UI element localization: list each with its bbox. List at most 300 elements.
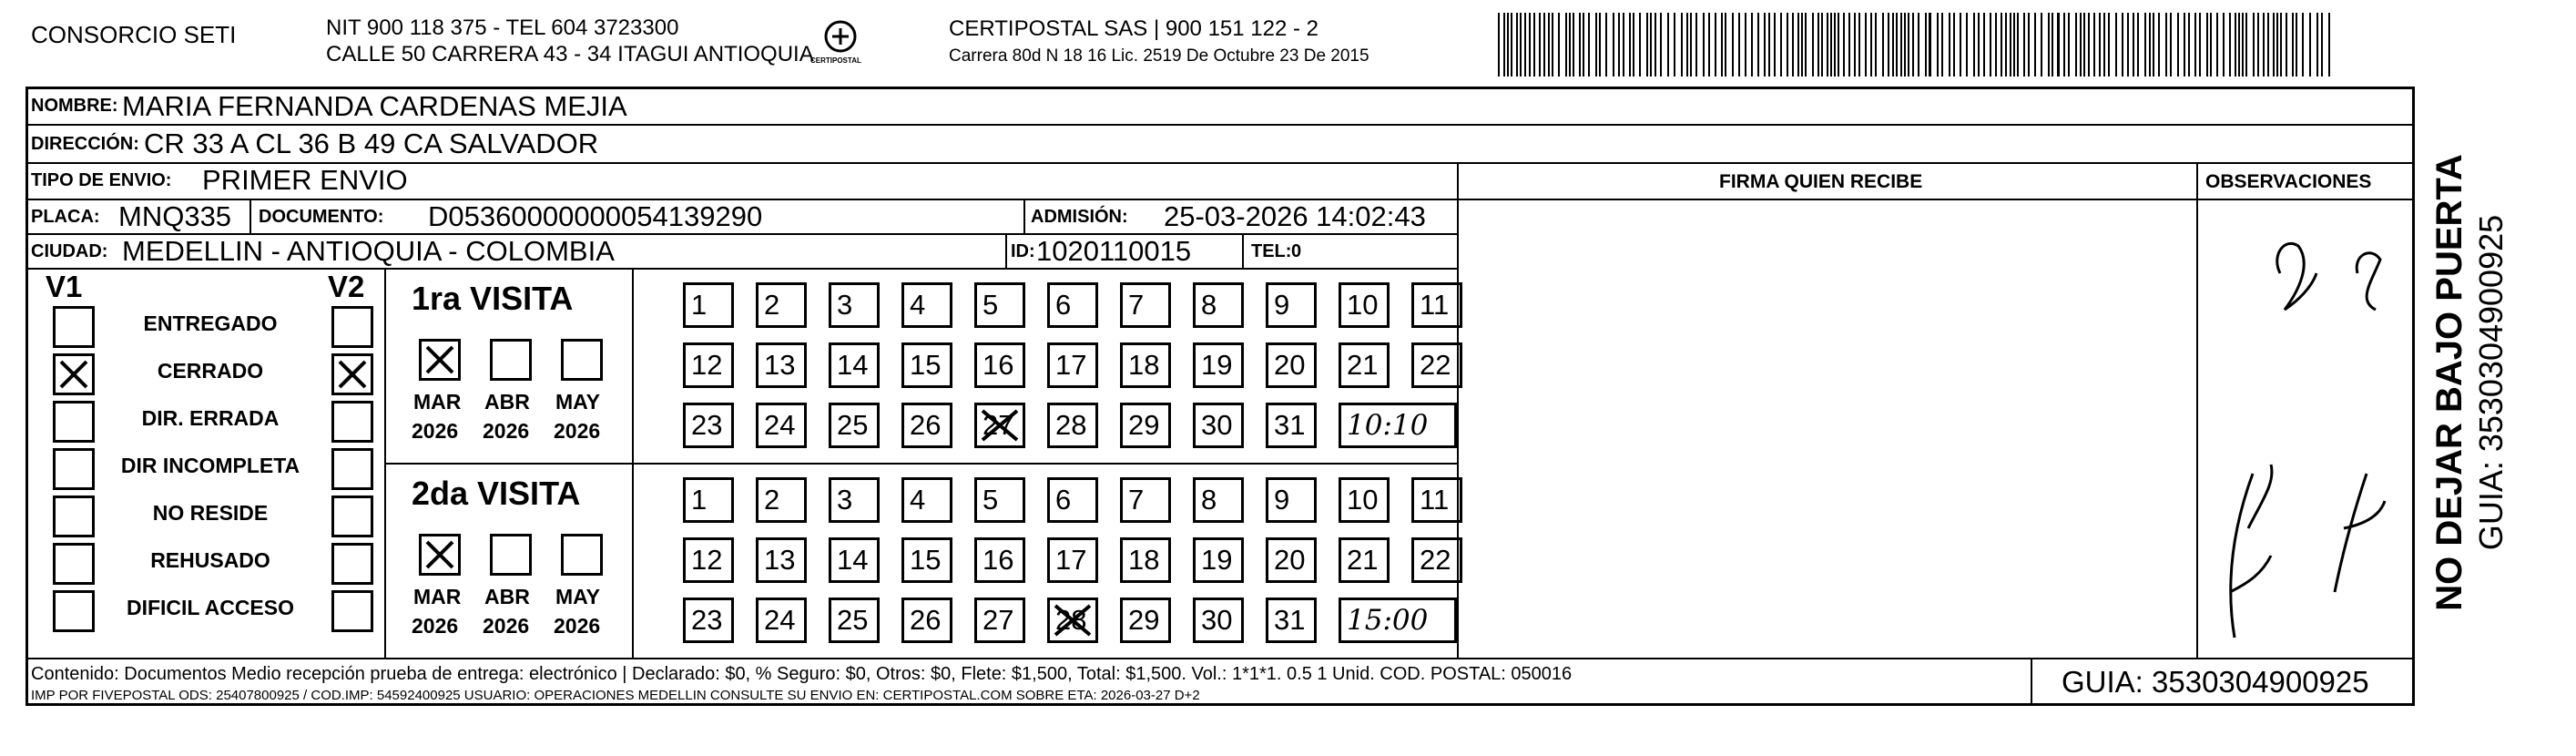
barcode-bar — [1629, 13, 1631, 77]
barcode — [1498, 13, 2336, 77]
barcode-bar — [2108, 13, 2110, 77]
barcode-bar — [2292, 13, 2294, 77]
barcode-bar — [1812, 13, 1814, 77]
admision-label: ADMISIÓN: — [1031, 207, 1128, 227]
placa-label: PLACA: — [31, 207, 100, 227]
barcode-bar — [1650, 13, 1652, 77]
day-cell[interactable]: 31 — [1266, 403, 1317, 448]
day-cell[interactable]: 28 — [1047, 598, 1098, 643]
barcode-bar — [2296, 13, 2297, 77]
barcode-bar — [1949, 13, 1950, 77]
barcode-bar — [2177, 13, 2179, 77]
year-label: 2026 — [412, 614, 459, 638]
status-label: DIFICIL ACCESO — [126, 596, 294, 619]
barcode-bar — [1865, 13, 1867, 77]
barcode-bar — [2001, 13, 2002, 77]
day-cell[interactable]: 12 — [683, 537, 734, 583]
barcode-bar — [1888, 13, 1889, 77]
barcode-bar — [1721, 13, 1723, 77]
barcode-bar — [1925, 13, 1927, 77]
day-cell[interactable]: 19 — [1193, 342, 1244, 388]
day-cell[interactable]: 18 — [1120, 537, 1171, 583]
documento-label: DOCUMENTO: — [259, 207, 384, 227]
day-cell[interactable]: 22 — [1411, 537, 1462, 583]
status-label: REHUSADO — [150, 548, 270, 572]
day-cell[interactable]: 7 — [1120, 282, 1171, 328]
tipo-envio-label: TIPO DE ENVIO: — [31, 170, 172, 190]
v1-checkbox[interactable] — [53, 543, 95, 585]
ciudad-label: CIUDAD: — [31, 241, 108, 261]
status-label: DIR INCOMPLETA — [120, 454, 300, 477]
v1-checkbox[interactable] — [53, 401, 95, 443]
day-cell[interactable]: 31 — [1266, 598, 1317, 643]
barcode-bar — [1908, 13, 1909, 77]
barcode-bar — [2229, 13, 2231, 77]
barcode-bar — [1660, 13, 1662, 77]
barcode-bar — [2302, 13, 2304, 77]
day-cell[interactable]: 21 — [1339, 537, 1390, 583]
barcode-bar — [1764, 13, 1766, 77]
day-cell[interactable]: 15 — [901, 537, 952, 583]
barcode-bar — [1966, 13, 1968, 77]
barcode-bar — [1912, 13, 1914, 77]
footer-contenido: Contenido: Documentos Medio recepción prueba de entrega: electrónico | Declarado: $0, % Seguro: $0, Otros: $0, Flete: $1,500, Total: $1,500. Vol.: 1*1*1. 0.5 1 Unid. COD. POSTAL: 050016 — [31, 664, 1573, 684]
barcode-bar — [2263, 13, 2265, 77]
visit-title: 1ra VISITA — [412, 280, 574, 317]
direccion-label: DIRECCIÓN: — [31, 134, 139, 154]
barcode-bar — [2328, 13, 2330, 77]
barcode-bar — [2133, 13, 2134, 77]
year-label: 2026 — [412, 419, 459, 443]
day-cell[interactable]: 23 — [683, 598, 734, 643]
month-label: MAR — [413, 585, 462, 608]
month-label: MAY — [555, 585, 600, 608]
barcode-bar — [2068, 13, 2070, 77]
barcode-bar — [1715, 13, 1716, 77]
barcode-bar — [1588, 13, 1590, 77]
month-label: ABR — [484, 390, 530, 414]
day-cell[interactable]: 14 — [829, 537, 880, 583]
ciudad-value: MEDELLIN - ANTIOQUIA - COLOMBIA — [122, 235, 615, 267]
day-cell[interactable]: 4 — [901, 282, 952, 328]
day-cell[interactable]: 12 — [683, 342, 734, 388]
day-grid — [683, 477, 1484, 658]
day-cell[interactable]: 20 — [1266, 537, 1317, 583]
barcode-bar — [1817, 13, 1819, 77]
placa-value: MNQ335 — [118, 200, 232, 232]
v2-checkbox[interactable] — [331, 353, 373, 395]
observaciones-header: OBSERVACIONES — [2205, 171, 2372, 192]
v1-header: V1 — [46, 270, 83, 303]
barcode-bar — [1983, 13, 1985, 77]
v2-checkbox[interactable] — [331, 448, 373, 490]
day-cell[interactable]: 25 — [829, 598, 880, 643]
barcode-bar — [2048, 13, 2050, 77]
barcode-bar — [1686, 13, 1688, 77]
v2-header: V2 — [328, 270, 365, 303]
barcode-bar — [1843, 13, 1845, 77]
day-cell[interactable]: 1 — [683, 477, 734, 523]
barcode-bar — [1838, 13, 1839, 77]
barcode-bar — [1870, 13, 1872, 77]
day-cell[interactable]: 2 — [756, 282, 807, 328]
barcode-bar — [2245, 13, 2247, 77]
day-cell[interactable]: 10 — [1339, 282, 1390, 328]
courier-line-1: CERTIPOSTAL SAS | 900 151 122 - 2 — [949, 16, 1319, 41]
barcode-bar — [1732, 13, 1734, 77]
barcode-bar — [1639, 13, 1641, 77]
day-cell[interactable]: 29 — [1120, 598, 1171, 643]
barcode-bar — [1583, 13, 1584, 77]
nombre-value: MARIA FERNANDA CARDENAS MEJIA — [122, 90, 627, 122]
barcode-bar — [2223, 13, 2225, 77]
barcode-bar — [2137, 13, 2139, 77]
barcode-bar — [2188, 13, 2190, 77]
row-line — [25, 268, 1457, 270]
year-label: 2026 — [554, 614, 601, 638]
barcode-bar — [1768, 13, 1770, 77]
barcode-bar — [1579, 13, 1581, 77]
barcode-bar — [2170, 13, 2172, 77]
day-cell[interactable]: 13 — [756, 342, 807, 388]
month-label: MAY — [555, 390, 600, 414]
barcode-bar — [1539, 13, 1541, 77]
barcode-bar — [1900, 13, 1902, 77]
barcode-bar — [1613, 13, 1614, 77]
barcode-bar — [2041, 13, 2042, 77]
v1-checkbox[interactable] — [53, 448, 95, 490]
footer-guia: GUIA: 3530304900925 — [2062, 665, 2369, 699]
barcode-bar — [2115, 13, 2117, 77]
barcode-bar — [1904, 13, 1906, 77]
day-cell[interactable]: 24 — [756, 598, 807, 643]
v1-checkbox[interactable] — [53, 495, 95, 537]
v2-checkbox[interactable] — [331, 495, 373, 537]
barcode-bar — [1896, 13, 1898, 77]
barcode-bar — [1516, 13, 1518, 77]
day-cell[interactable]: 1 — [683, 282, 734, 328]
day-cell[interactable]: 19 — [1193, 537, 1244, 583]
day-cell[interactable]: 9 — [1266, 477, 1317, 523]
barcode-bar — [1834, 13, 1836, 77]
day-cell[interactable]: 9 — [1266, 282, 1317, 328]
barcode-bar — [1503, 13, 1505, 77]
day-cell[interactable]: 20 — [1266, 342, 1317, 388]
barcode-bar — [2257, 13, 2259, 77]
barcode-bar — [1708, 13, 1710, 77]
barcode-bar — [1573, 13, 1574, 77]
barcode-bar — [1827, 13, 1828, 77]
barcode-bar — [1543, 13, 1545, 77]
documento-value: D05360000000054139290 — [428, 200, 763, 232]
barcode-bar — [1848, 13, 1850, 77]
barcode-bar — [1797, 13, 1799, 77]
day-cell[interactable]: 2 — [756, 477, 807, 523]
v2-checkbox[interactable] — [331, 401, 373, 443]
day-cell[interactable]: 10 — [1339, 477, 1390, 523]
barcode-bar — [1655, 13, 1656, 77]
day-cell[interactable]: 30 — [1193, 403, 1244, 448]
side-warning: NO DEJAR BAJO PUERTA — [2429, 154, 2469, 611]
nit-line-2: CALLE 50 CARRERA 43 - 34 ITAGUI ANTIOQUIA — [326, 42, 814, 66]
barcode-bar — [1774, 13, 1776, 77]
day-cell[interactable]: 22 — [1411, 342, 1462, 388]
month-checkbox[interactable] — [419, 534, 461, 576]
day-cell[interactable]: 4 — [901, 477, 952, 523]
courier-line-2: Carrera 80d N 18 16 Lic. 2519 De Octubre 23 De 2015 — [949, 46, 1369, 66]
admision-value: 25-03-2026 14:02:43 — [1164, 200, 1426, 232]
barcode-bar — [2093, 13, 2095, 77]
day-cell[interactable]: 16 — [974, 342, 1025, 388]
barcode-bar — [2194, 13, 2196, 77]
barcode-bar — [2153, 13, 2154, 77]
barcode-bar — [1929, 13, 1931, 77]
barcode-bar — [2122, 13, 2123, 77]
day-cell[interactable]: 27 — [974, 403, 1025, 448]
year-label: 2026 — [483, 419, 530, 443]
day-cell[interactable]: 30 — [1193, 598, 1244, 643]
barcode-bar — [1520, 13, 1522, 77]
day-cell[interactable]: 27 — [974, 598, 1025, 643]
sender-name: CONSORCIO SETI — [31, 21, 237, 48]
barcode-bar — [2083, 13, 2085, 77]
barcode-bar — [2017, 13, 2019, 77]
handwritten-time[interactable]: 10:10 — [1339, 403, 1457, 448]
barcode-bar — [1633, 13, 1634, 77]
barcode-bar — [2063, 13, 2065, 77]
barcode-bar — [2316, 13, 2318, 77]
barcode-bar — [2149, 13, 2151, 77]
barcode-bar — [1695, 13, 1697, 77]
nombre-label: NOMBRE: — [31, 96, 118, 116]
side-guia: GUIA: 3530304900925 — [2472, 214, 2510, 551]
barcode-bar — [2080, 13, 2082, 77]
barcode-bar — [2267, 13, 2269, 77]
barcode-bar — [1533, 13, 1535, 77]
year-label: 2026 — [483, 614, 530, 638]
visit-title: 2da VISITA — [412, 475, 581, 512]
barcode-bar — [2206, 13, 2208, 77]
day-cell[interactable]: 16 — [974, 537, 1025, 583]
tel-value: 0 — [1291, 241, 1302, 261]
barcode-bar — [2010, 13, 2011, 77]
barcode-bar — [1805, 13, 1807, 77]
day-cell[interactable]: 13 — [756, 537, 807, 583]
barcode-bar — [1674, 13, 1675, 77]
month-label: ABR — [484, 585, 530, 608]
barcode-bar — [1830, 13, 1832, 77]
day-cell[interactable]: 3 — [829, 282, 880, 328]
barcode-bar — [1725, 13, 1726, 77]
barcode-bar — [1646, 13, 1648, 77]
barcode-bar — [1821, 13, 1823, 77]
month-checkbox[interactable] — [490, 534, 532, 576]
certipostal-logo — [809, 16, 872, 71]
barcode-bar — [1801, 13, 1803, 77]
day-cell[interactable]: 5 — [974, 477, 1025, 523]
month-label: MAR — [413, 390, 462, 414]
barcode-bar — [1623, 13, 1624, 77]
barcode-bar — [2034, 13, 2036, 77]
direccion-value: CR 33 A CL 36 B 49 CA SALVADOR — [144, 128, 599, 159]
day-cell[interactable]: 8 — [1193, 477, 1244, 523]
day-cell[interactable]: 11 — [1411, 477, 1462, 523]
barcode-bar — [2103, 13, 2105, 77]
day-cell[interactable]: 26 — [901, 598, 952, 643]
col-line — [249, 199, 251, 233]
barcode-bar — [1918, 13, 1919, 77]
day-cell[interactable]: 6 — [1047, 477, 1098, 523]
col-line — [384, 268, 386, 658]
barcode-bar — [2216, 13, 2218, 77]
day-cell[interactable]: 28 — [1047, 403, 1098, 448]
month-checkbox[interactable] — [561, 534, 603, 576]
status-label: CERRADO — [157, 359, 264, 383]
barcode-bar — [2127, 13, 2129, 77]
row-line — [384, 463, 1457, 465]
barcode-bar — [2242, 13, 2244, 77]
col-line — [1023, 199, 1025, 233]
barcode-bar — [1690, 13, 1692, 77]
barcode-bar — [2309, 13, 2311, 77]
barcode-bar — [1953, 13, 1955, 77]
status-label: DIR. ERRADA — [141, 406, 280, 430]
barcode-bar — [1524, 13, 1526, 77]
barcode-bar — [1558, 13, 1560, 77]
barcode-bar — [1738, 13, 1740, 77]
barcode-bar — [1703, 13, 1705, 77]
barcode-bar — [1599, 13, 1601, 77]
barcode-bar — [1937, 13, 1939, 77]
day-cell[interactable]: 23 — [683, 403, 734, 448]
firma-header: FIRMA QUIEN RECIBE — [1719, 171, 1923, 192]
barcode-bar — [1498, 13, 1500, 77]
barcode-bar — [1565, 13, 1567, 77]
day-cell[interactable]: 11 — [1411, 282, 1462, 328]
id-label: ID: — [1011, 241, 1035, 261]
day-cell[interactable]: 14 — [829, 342, 880, 388]
day-cell[interactable]: 29 — [1120, 403, 1171, 448]
barcode-bar — [2235, 13, 2236, 77]
barcode-bar — [2280, 13, 2282, 77]
barcode-bar — [2184, 13, 2185, 77]
row-line — [25, 124, 2415, 126]
barcode-bar — [1605, 13, 1607, 77]
barcode-bar — [1960, 13, 1961, 77]
day-cell[interactable]: 25 — [829, 403, 880, 448]
footer-imp: IMP POR FIVEPOSTAL ODS: 25407800925 / COD.IMP: 54592400925 USUARIO: OPERACIONES MEDELLIN CONSULTE SU ENVIO EN: CERTIPOSTAL.COM SOBRE ETA: 2026-03-27 D+2 — [31, 688, 1200, 703]
barcode-bar — [2052, 13, 2053, 77]
day-cell[interactable]: 15 — [901, 342, 952, 388]
barcode-bar — [2276, 13, 2278, 77]
day-cell[interactable]: 24 — [756, 403, 807, 448]
v2-checkbox[interactable] — [331, 543, 373, 585]
day-cell[interactable]: 26 — [901, 403, 952, 448]
day-cell[interactable]: 8 — [1193, 282, 1244, 328]
barcode-bar — [1978, 13, 1980, 77]
handwritten-time[interactable]: 15:00 — [1339, 598, 1457, 643]
day-cell[interactable]: 7 — [1120, 477, 1171, 523]
day-grid — [683, 282, 1484, 463]
v2-checkbox[interactable] — [331, 590, 373, 632]
row-line — [25, 658, 2415, 659]
barcode-bar — [2286, 13, 2287, 77]
barcode-bar — [2005, 13, 2007, 77]
barcode-bar — [2023, 13, 2025, 77]
barcode-bar — [2238, 13, 2240, 77]
day-cell[interactable]: 6 — [1047, 282, 1098, 328]
v1-checkbox[interactable] — [53, 306, 95, 348]
barcode-bar — [1751, 13, 1753, 77]
barcode-bar — [1892, 13, 1894, 77]
month-checkbox[interactable] — [561, 339, 603, 381]
barcode-bar — [1941, 13, 1943, 77]
barcode-bar — [2321, 13, 2323, 77]
barcode-bar — [1858, 13, 1860, 77]
year-label: 2026 — [554, 419, 601, 443]
barcode-bar — [2075, 13, 2077, 77]
barcode-bar — [1787, 13, 1788, 77]
barcode-bar — [1792, 13, 1794, 77]
barcode-bar — [1595, 13, 1597, 77]
header — [0, 0, 2576, 91]
barcode-bar — [2099, 13, 2101, 77]
barcode-bar — [2144, 13, 2146, 77]
logo-text: CERTIPOSTAL — [810, 56, 861, 65]
month-checkbox[interactable] — [490, 339, 532, 381]
v1-checkbox[interactable] — [53, 590, 95, 632]
barcode-bar — [2158, 13, 2160, 77]
barcode-bar — [1757, 13, 1759, 77]
tipo-envio-value: PRIMER ENVIO — [202, 164, 408, 196]
barcode-bar — [2273, 13, 2275, 77]
barcode-bar — [1681, 13, 1683, 77]
status-label: ENTREGADO — [143, 312, 278, 335]
barcode-bar — [1618, 13, 1620, 77]
barcode-bar — [2057, 13, 2060, 77]
barcode-bar — [1569, 13, 1571, 77]
day-cell[interactable]: 18 — [1120, 342, 1171, 388]
barcode-bar — [2253, 13, 2255, 77]
barcode-bar — [1882, 13, 1884, 77]
v1-checkbox[interactable] — [53, 353, 95, 395]
barcode-bar — [1548, 13, 1550, 77]
barcode-bar — [1511, 13, 1512, 77]
col-line — [1242, 233, 1244, 268]
day-cell[interactable]: 17 — [1047, 342, 1098, 388]
barcode-bar — [1990, 13, 1991, 77]
barcode-bar — [1780, 13, 1782, 77]
day-cell[interactable]: 5 — [974, 282, 1025, 328]
barcode-bar — [1995, 13, 1997, 77]
barcode-bar — [2199, 13, 2201, 77]
barcode-bar — [2210, 13, 2212, 77]
barcode-bar — [1973, 13, 1975, 77]
col-line — [632, 268, 634, 658]
nit-line-1: NIT 900 118 375 - TEL 604 3723300 — [326, 15, 679, 40]
barcode-bar — [1875, 13, 1877, 77]
day-cell[interactable]: 21 — [1339, 342, 1390, 388]
day-cell[interactable]: 3 — [829, 477, 880, 523]
tel-label: TEL: — [1251, 241, 1292, 261]
v2-checkbox[interactable] — [331, 306, 373, 348]
barcode-bar — [2013, 13, 2015, 77]
side-text — [2428, 118, 2537, 647]
id-value: 1020110015 — [1036, 235, 1192, 267]
month-checkbox[interactable] — [419, 339, 461, 381]
barcode-bar — [1529, 13, 1531, 77]
day-cell[interactable]: 17 — [1047, 537, 1098, 583]
